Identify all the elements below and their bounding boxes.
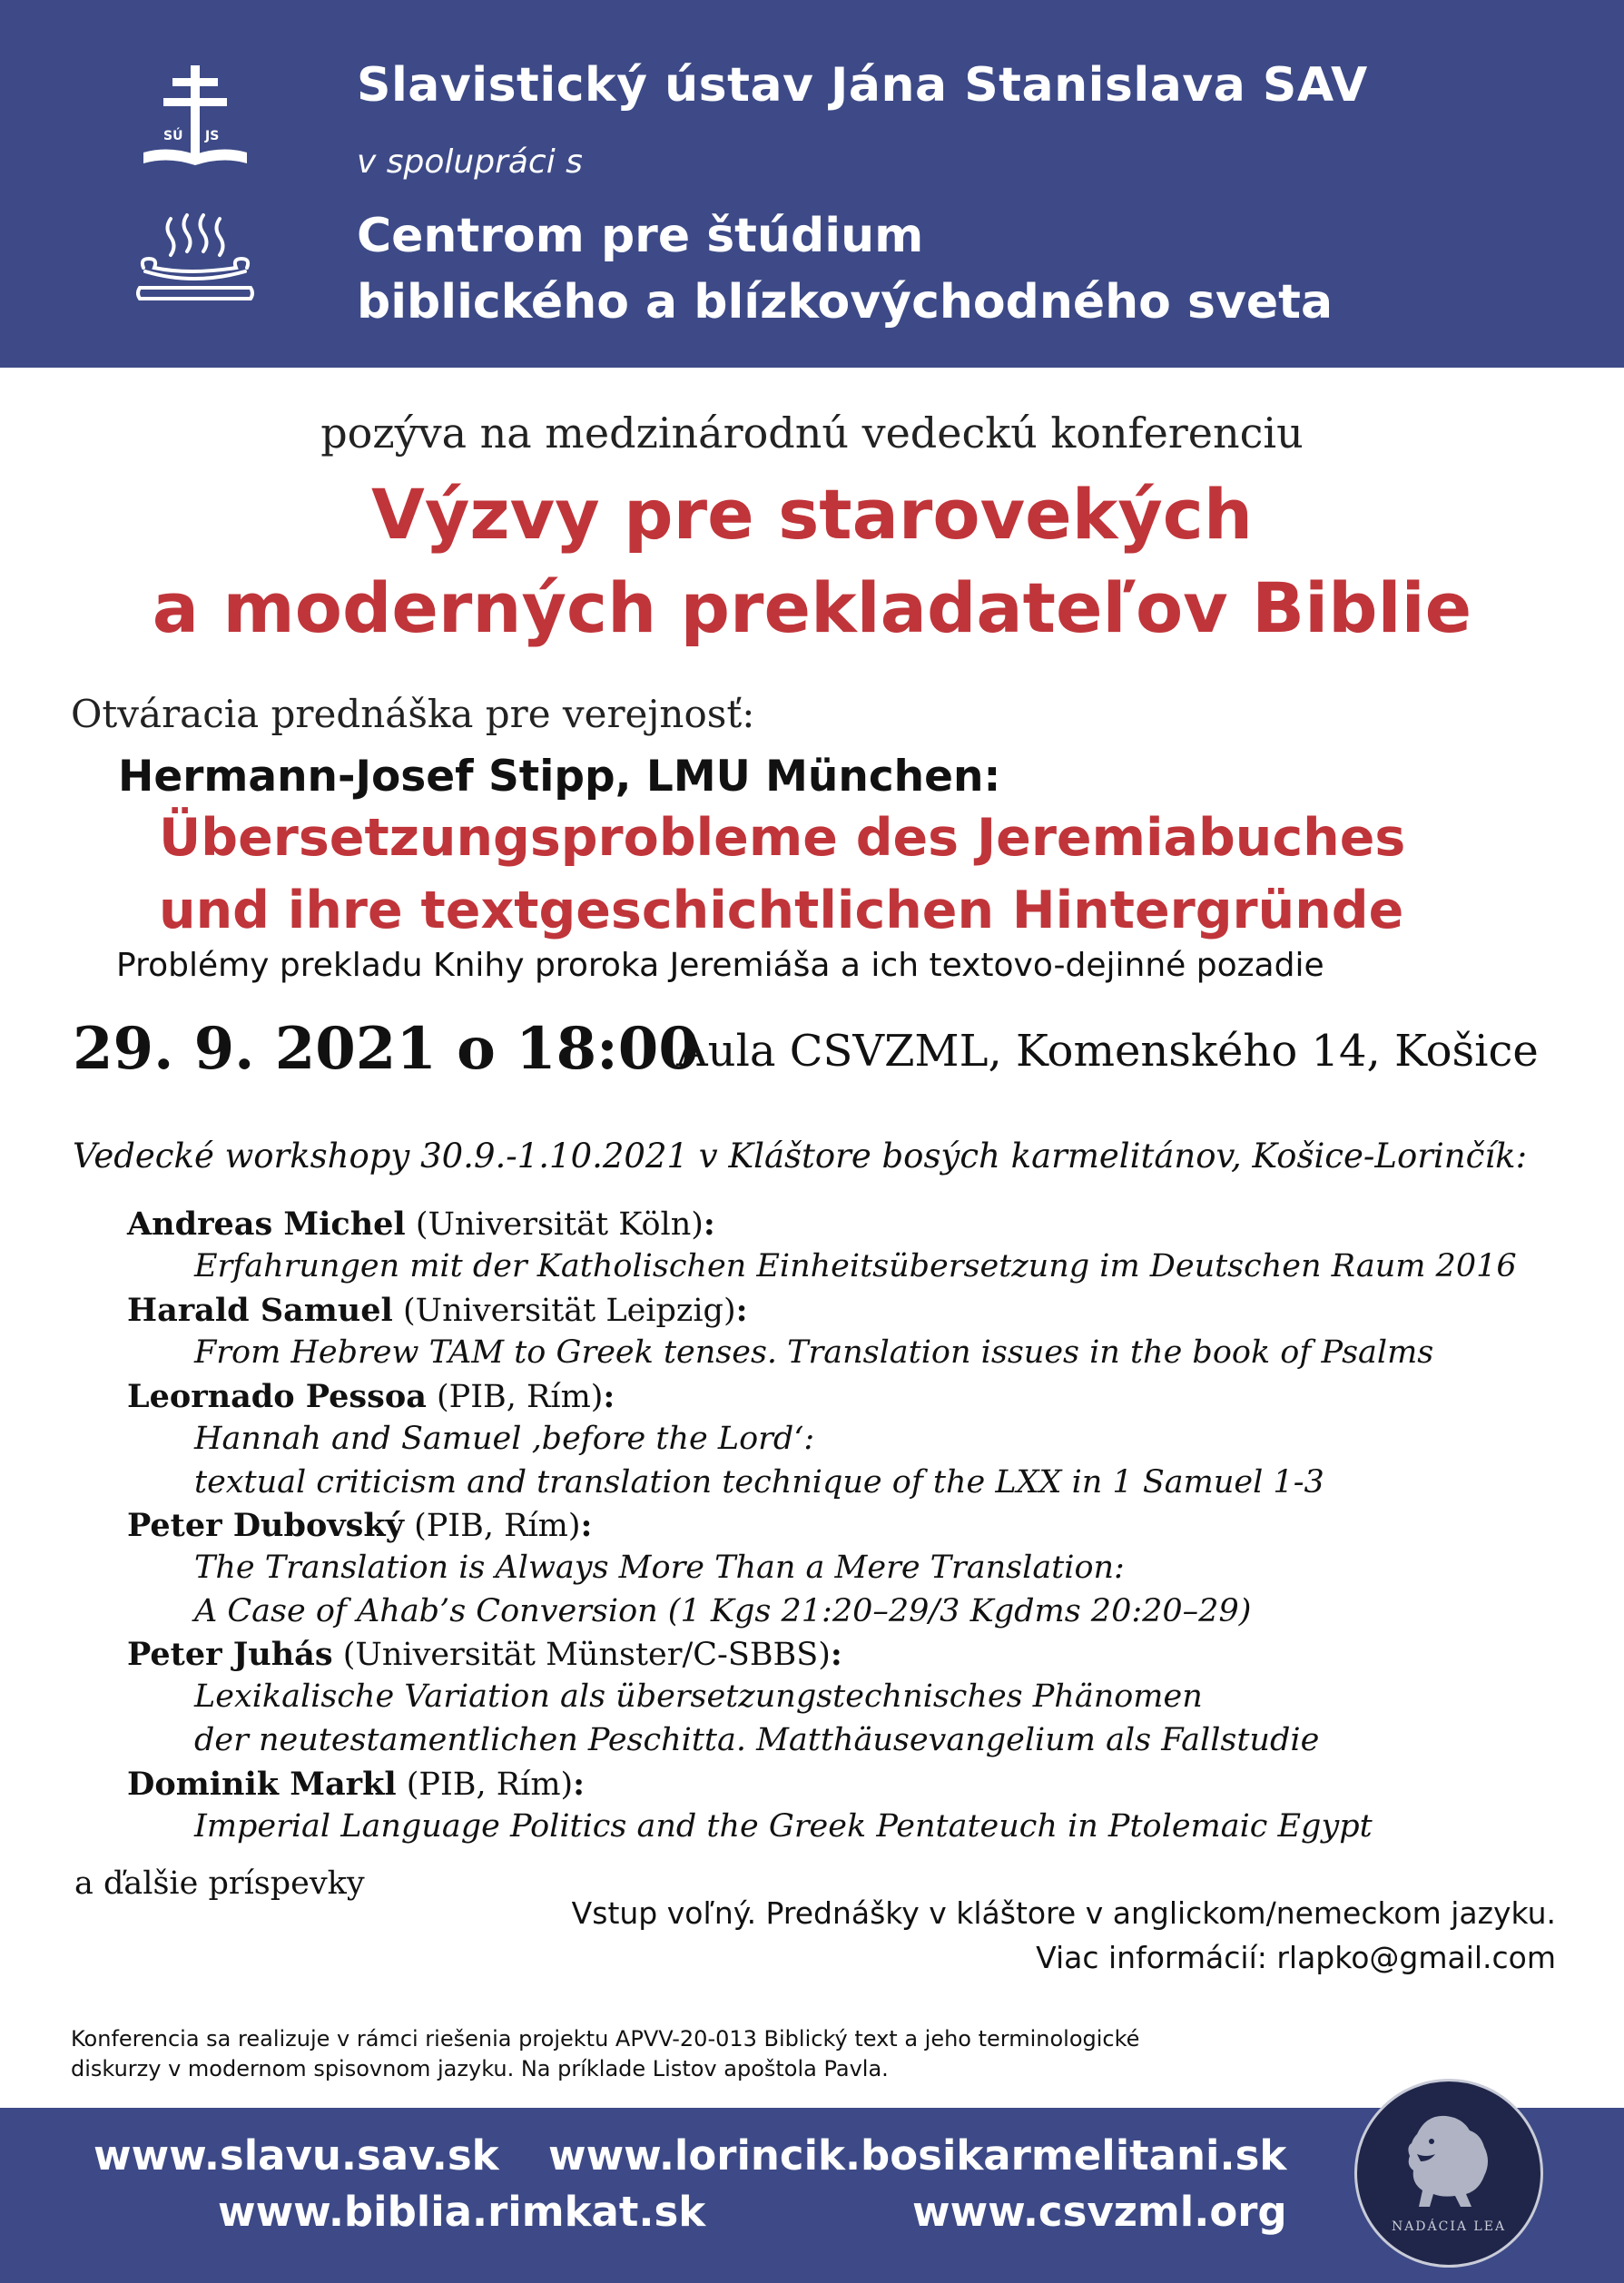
speaker-name: Harald Samuel [127,1292,393,1329]
lion-icon [1390,2107,1508,2216]
workshops-heading: Vedecké workshopy 30.9.-1.10.2021 v Kláštore bosých karmelitánov, Košice-Lorinčík: [73,1137,1528,1176]
conference-title-line2: a moderných prekladateľov Biblie [152,567,1472,648]
speaker-colon: : [580,1507,593,1544]
speaker-name: Leornado Pessoa [127,1378,427,1415]
speaker-name: Dominik Markl [127,1766,397,1803]
centre-name-line2: biblického a blízkovýchodného sveta [357,275,1334,330]
speaker-affiliation: (PIB, Rím) [414,1508,581,1544]
grant-note-line1: Konferencia sa realizuje v rámci riešenia projektu APVV-20-013 Biblický text a jeho terminologické [71,2026,1140,2052]
workshop-speaker [127,1636,842,1673]
foundation-badge [1354,2079,1543,2268]
speaker-name: Peter Dubovský [127,1507,404,1544]
workshop-talk: A Case of Ahab’s Conversion (1 Kgs 21:20–29/3 Kgdms 20:20–29) [194,1593,1252,1629]
foundation-name: NADÁCIA LEA [1391,2219,1507,2234]
speaker-affiliation: (Universität Münster/C-SBBS) [342,1637,831,1673]
institute-name: Slavistický ústav Jána Stanislava SAV [357,58,1368,113]
speaker-affiliation: (Universität Köln) [415,1206,704,1243]
link-csvzml[interactable]: www.csvzml.org [912,2188,1287,2236]
workshop-talk: der neutestamentlichen Peschitta. Matthäusevangelium als Fallstudie [194,1722,1320,1758]
workshop-talk: textual criticism and translation technique of the LXX in 1 Samuel 1-3 [194,1464,1324,1501]
centre-name-line1: Centrom pre štúdium [357,209,924,263]
workshop-talk: From Hebrew TAM to Greek tenses. Translation issues in the book of Psalms [194,1334,1434,1371]
opening-title-line2: und ihre textgeschichtlichen Hintergründe [159,881,1404,940]
link-lorincik[interactable]: www.lorincik.bosikarmelitani.sk [548,2131,1287,2180]
speaker-affiliation: (Universität Leipzig) [402,1293,736,1329]
institute-cross-logo-icon [136,65,254,174]
speaker-colon: : [830,1636,842,1673]
header-band [0,0,1624,368]
workshop-talk: Lexikalische Variation als übersetzungstechnisches Phänomen [194,1678,1203,1715]
more-contributions: a ďalšie príspevky [74,1865,365,1902]
logo-letters-right: JS [205,129,220,143]
opening-venue: Aula CSVZML, Komenského 14, Košice [676,1026,1539,1077]
opening-title-line1: Übersetzungsprobleme des Jeremiabuches [159,808,1406,868]
opening-title-slovak: Problémy prekladu Knihy proroka Jeremiáša a ich textovo-dejinné pozadie [116,947,1324,984]
link-slavu[interactable]: www.slavu.sav.sk [94,2131,499,2180]
speaker-colon: : [703,1205,715,1243]
speaker-name: Peter Juhás [127,1636,333,1673]
opening-lecture-label: Otváracia prednáška pre verejnosť: [71,692,755,736]
speaker-colon: : [573,1766,586,1803]
cooperation-text: v spolupráci s [357,143,583,181]
logo-letters-left: SÚ [163,129,183,143]
conference-title-line1: Výzvy pre starovekých [371,474,1253,555]
workshop-speaker [127,1205,715,1243]
entry-note: Vstup voľný. Prednášky v kláštore v anglickom/nemeckom jazyku. [571,1895,1556,1931]
link-biblia[interactable]: www.biblia.rimkat.sk [218,2188,706,2236]
speaker-affiliation: (PIB, Rím) [406,1766,574,1803]
workshop-speaker [127,1292,748,1329]
workshop-talk: Imperial Language Politics and the Greek Pentateuch in Ptolemaic Egypt [194,1808,1373,1845]
speaker-name: Andreas Michel [127,1205,406,1243]
workshop-talk: Hannah and Samuel ‚before the Lord‘: [194,1421,815,1457]
opening-speaker: Hermann-Josef Stipp, LMU München: [118,752,1001,802]
workshop-talk: Erfahrungen mit der Katholischen Einheitsübersetzung im Deutschen Raum 2016 [194,1248,1517,1284]
speaker-colon: : [735,1292,748,1329]
workshop-speaker [127,1507,592,1544]
workshop-speaker [127,1378,615,1415]
speaker-colon: : [603,1378,615,1415]
workshop-speaker [127,1766,585,1803]
speaker-affiliation: (PIB, Rím) [437,1379,604,1415]
grant-note-line2: diskurzy v modernom spisovnom jazyku. Na príklade Listov apoštola Pavla. [71,2056,889,2081]
centre-scroll-logo-icon [134,212,257,311]
invitation-text: pozýva na medzinárodnú vedeckú konferenciu [320,408,1304,458]
opening-datetime: 29. 9. 2021 o 18:00 [73,1015,699,1083]
contact-info: Viac informácií: rlapko@gmail.com [1036,1940,1556,1975]
workshop-talk: The Translation is Always More Than a Mere Translation: [194,1550,1125,1586]
